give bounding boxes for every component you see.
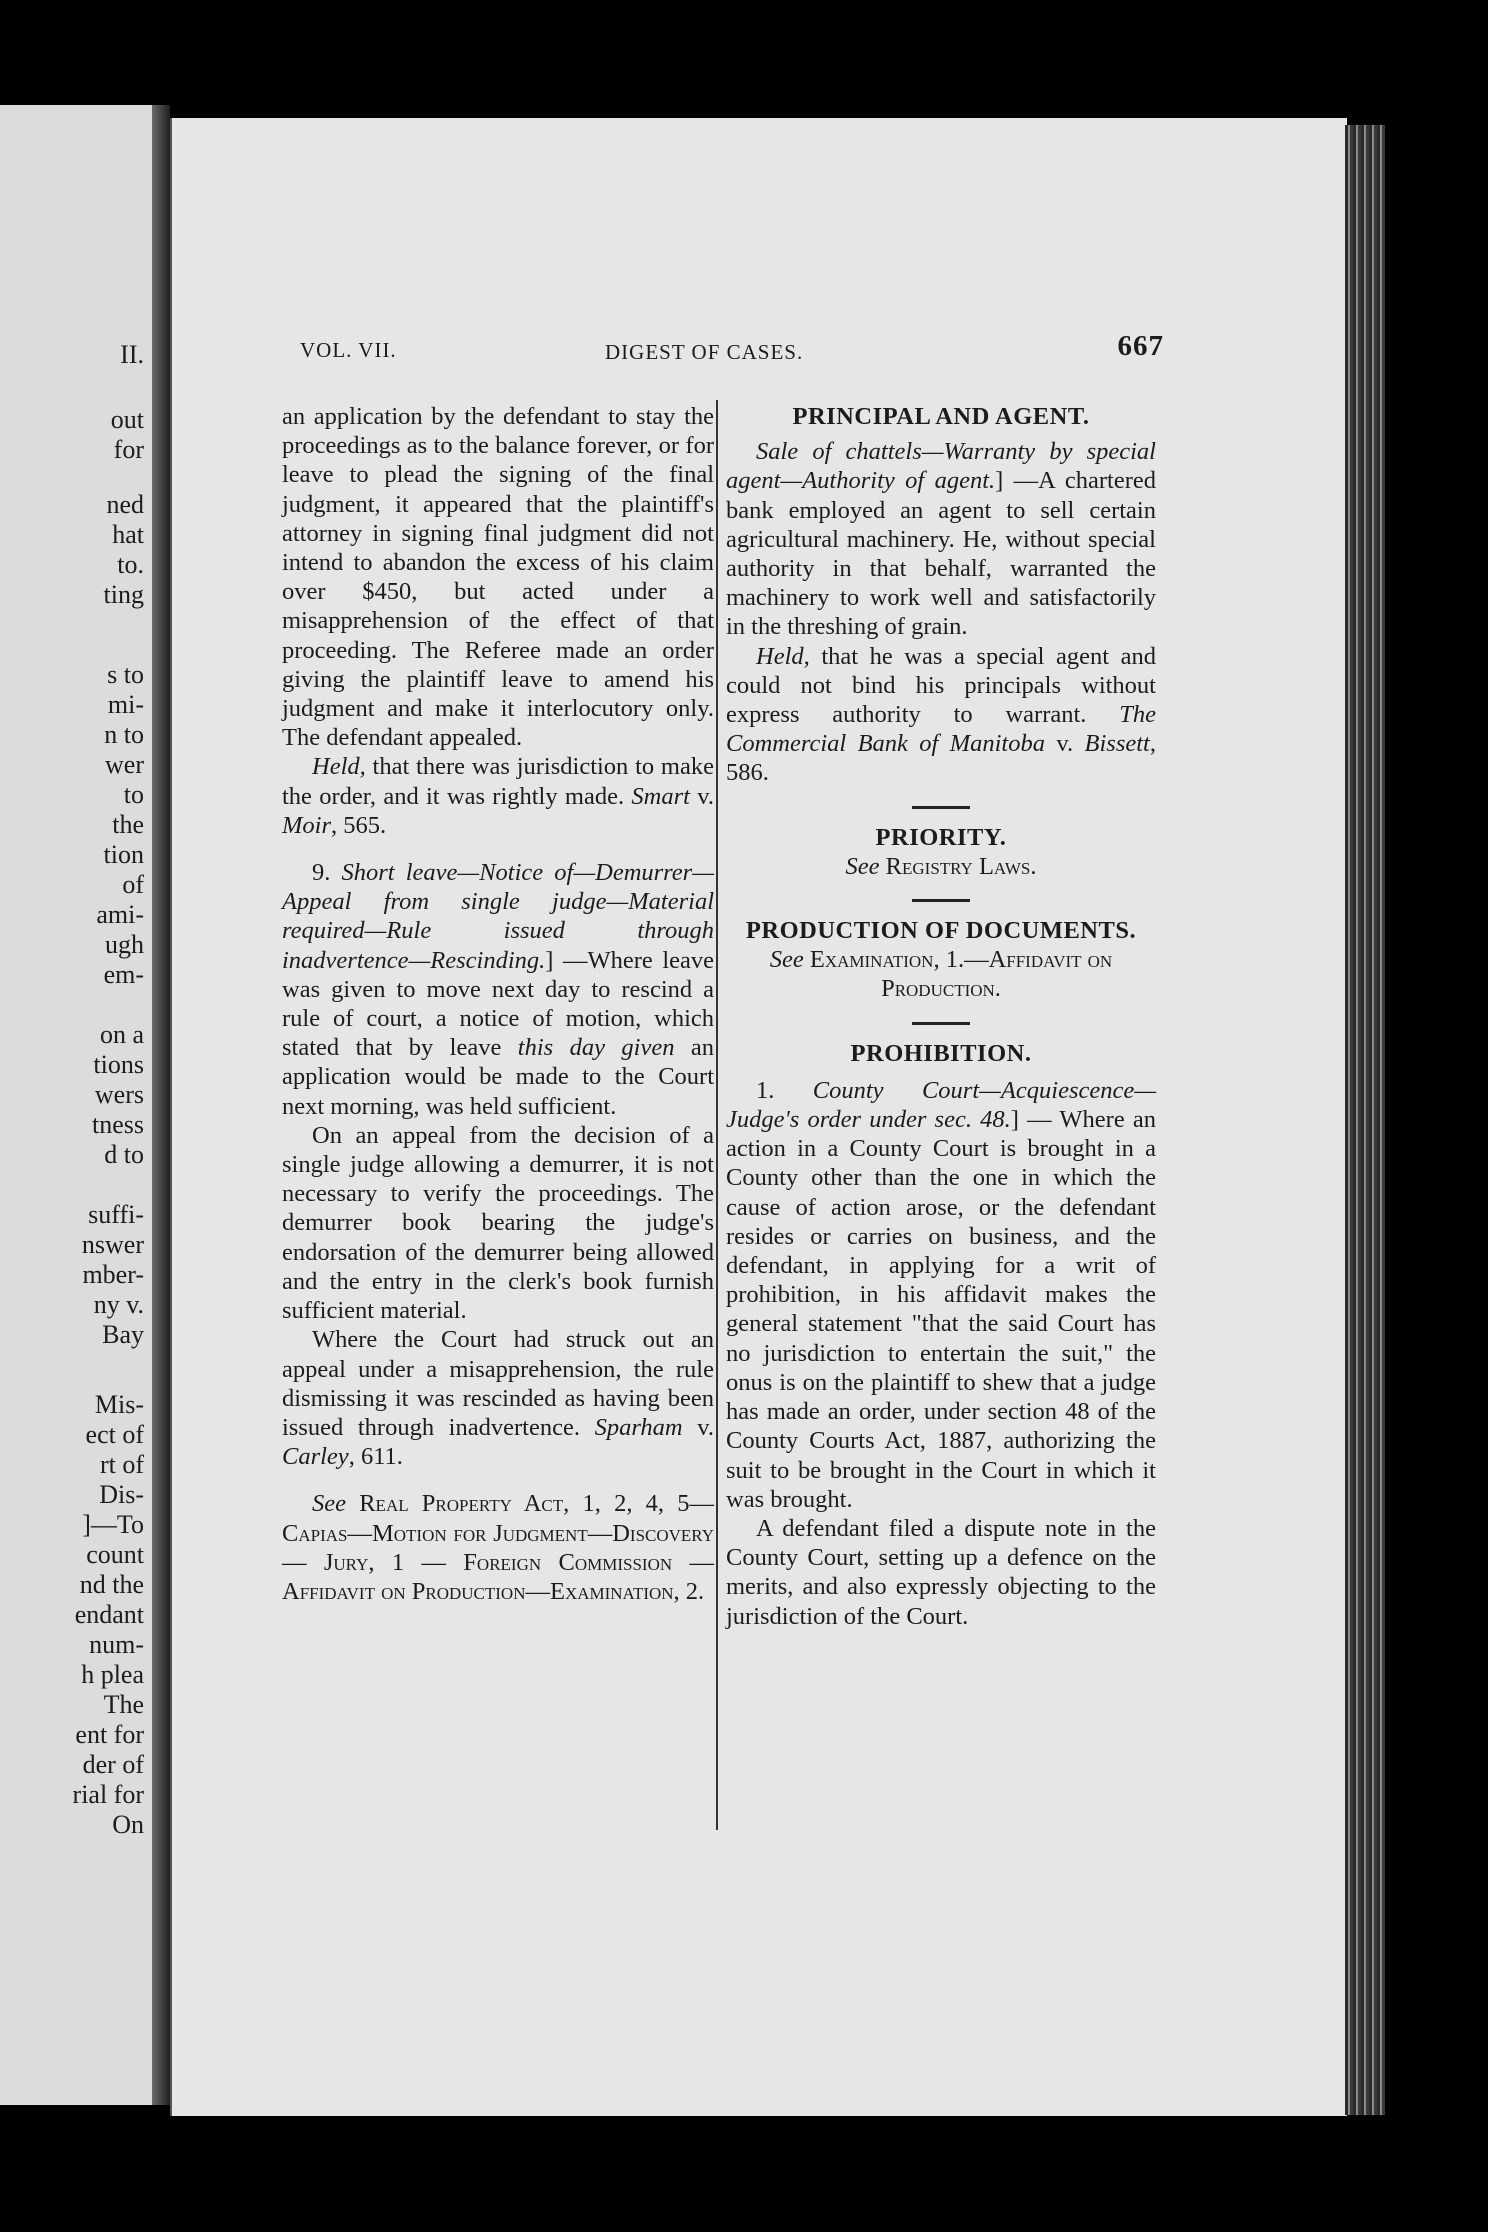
paragraph: Held, that there was jurisdiction to make the order, and it was rightly made. Smart v. Moir, 565. xyxy=(282,753,714,839)
paragraph: an application by the defendant to stay the proceedings as to the balance forever, or for leave to plead the signing of the final judgment, it appeared that the plaintiff's attorney in signing final judgment did not intend to abandon the excess of his claim over $450, but acted under a misapprehension of the effect of that proceeding. The Referee made an order giving the plaintiff leave to amend his judgment and make it interlocutory only. The defendant appealed. xyxy=(282,403,714,752)
facing-page-text: rial for xyxy=(72,1780,144,1809)
facing-page-text: ]—To xyxy=(82,1510,144,1539)
paragraph: Held, that he was a special agent and could not bind his principals without express authority to warrant. The Commercial Bank of Manitoba v. Bissett, 586. xyxy=(726,642,1156,787)
case-party: The Commercial Bank of Manitoba xyxy=(726,701,1156,758)
case-party: Smart xyxy=(631,782,690,810)
column-divider xyxy=(716,400,718,1830)
volume-label: VOL. VII. xyxy=(300,338,397,362)
facing-page-text: on a xyxy=(99,1020,144,1049)
facing-page-text: the xyxy=(112,810,144,839)
facing-page-text: tion xyxy=(103,840,144,869)
section-heading: PROHIBITION. xyxy=(850,1039,1032,1067)
section-heading: PRODUCTION OF DOCUMENTS. xyxy=(745,917,1137,945)
case-party: Moir xyxy=(282,811,331,839)
facing-page-text: s to xyxy=(107,660,144,689)
facing-page-text: nd the xyxy=(79,1570,144,1599)
facing-page-text: nswer xyxy=(81,1230,144,1259)
left-column xyxy=(282,402,714,1606)
facing-page-text: der of xyxy=(82,1750,144,1779)
facing-page-text: tions xyxy=(93,1050,144,1079)
page-edges xyxy=(1345,125,1385,2115)
facing-page-text: suffi- xyxy=(88,1200,144,1229)
book-gutter xyxy=(152,105,170,2105)
facing-page-text: ugh xyxy=(105,930,144,959)
facing-page-text: tness xyxy=(92,1110,144,1139)
facing-page-fragment xyxy=(0,105,154,2105)
section-heading: PRIORITY. xyxy=(875,823,1007,851)
facing-page-text: wer xyxy=(105,750,144,779)
facing-page-text: num- xyxy=(89,1630,144,1659)
facing-page-text: endant xyxy=(74,1600,144,1629)
facing-page-text: Bay xyxy=(102,1320,144,1349)
facing-page-text: Mis- xyxy=(94,1390,144,1419)
facing-page-text: of xyxy=(122,870,144,899)
paragraph: 1. County Court—Acquiescence—Judge's order under sec. 48.] — Where an action in a County Court is brought in a County other than the one in which the cause of action arose, or the defendant resides or carries on business, and the defendant, in applying for a writ of prohibition, in his affidavit makes the general statement "that the said Court has no jurisdiction to entertain the suit," the onus is on the plaintiff to shew that a judge has made an order, under section 48 of the County Courts Act, 1887, authorizing the suit to be brought in the Court in which it was brought. xyxy=(726,1076,1157,1513)
paragraph: On an appeal from the decision of a single judge allowing a demurrer, it is not necessary to verify the proceedings. The demurrer book bearing the judge's endorsation of the demurrer being allowed and the entry in the clerk's book furnish sufficient material. xyxy=(282,1121,714,1325)
facing-page-text: count xyxy=(86,1540,144,1569)
facing-page-text: d to xyxy=(104,1140,144,1169)
held-word: Held, xyxy=(756,642,810,670)
catchwords: County Court—Acquiescence—Judge's order under sec. 48. xyxy=(726,1076,1157,1134)
facing-page-text: em- xyxy=(103,960,144,989)
facing-page-text: to. xyxy=(117,550,144,579)
see-also: See Examination, 1.—Affidavit on Production. xyxy=(769,946,1113,1003)
catchwords: Sale of chattels—Warranty by special agent—Authority of agent. xyxy=(726,438,1156,495)
facing-page-text: rt of xyxy=(99,1450,144,1479)
case-party: Carley xyxy=(282,1443,349,1471)
facing-page-text: The xyxy=(103,1690,144,1719)
facing-page-text: ting xyxy=(103,580,144,609)
facing-page-text: ent for xyxy=(75,1720,144,1749)
facing-page-text: ny v. xyxy=(93,1290,144,1319)
facing-page-text: ami- xyxy=(96,900,144,929)
facing-page-text: for xyxy=(113,435,144,464)
facing-page-text: Dis- xyxy=(99,1480,144,1509)
running-title: DIGEST OF CASES. xyxy=(605,340,804,364)
facing-page-text: mber- xyxy=(82,1260,144,1289)
page-number: 667 xyxy=(1117,330,1164,362)
facing-page-text: to xyxy=(123,780,144,809)
right-column xyxy=(726,402,1156,1631)
paragraph: A defendant filed a dispute note in the County Court, setting up a defence on the merits, and also expressly objecting to the jurisdiction of the Court. xyxy=(726,1514,1156,1630)
facing-page-text: h plea xyxy=(81,1660,144,1689)
case-party: Bissett xyxy=(1084,730,1150,758)
see-also: See Registry Laws. xyxy=(845,852,1037,880)
paragraph: 9. Short leave—Notice of—Demurrer—Appeal from single judge—Material required—Rule issued through inadvertence—Rescinding.] —Where leave was given to move next day to rescind a rule of court, a notice of motion, which stated that by leave this day given an application would be made to the Court next morning, was held sufficient. xyxy=(282,859,715,1120)
case-party: Sparham xyxy=(594,1413,683,1441)
section-rule xyxy=(912,899,970,902)
held-word: Held, xyxy=(312,753,366,781)
see-also: See Real Property Act, 1, 2, 4, 5—Capias—Motion for Judgment—Discovery — Jury, 1 — Foreign Commission — Affidavit on Production—Examination, 2. xyxy=(282,1490,714,1605)
section-heading: PRINCIPAL AND AGENT. xyxy=(792,403,1090,430)
facing-page-text: out xyxy=(110,405,144,434)
facing-page-text: wers xyxy=(94,1080,144,1109)
section-rule xyxy=(912,806,970,809)
section-rule xyxy=(912,1022,970,1025)
catchwords: Short leave—Notice of—Demurrer—Appeal from single judge—Material required—Rule issued through inadvertence—Rescinding. xyxy=(282,859,715,974)
facing-page-text: ned xyxy=(106,490,144,519)
facing-page-text: II. xyxy=(120,340,144,369)
running-header xyxy=(300,330,1164,380)
paragraph: Sale of chattels—Warranty by special agent—Authority of agent.] —A chartered bank employed an agent to sell certain agricultural machinery. He, without special authority in that behalf, warranted the machinery to work well and satisfactorily in the threshing of grain. xyxy=(726,438,1156,641)
paragraph: Where the Court had struck out an appeal under a misapprehension, the rule dismissing it was rescinded as having been issued through inadvertence. Sparham v. Carley, 611. xyxy=(282,1326,714,1471)
facing-page-text: mi- xyxy=(107,690,144,719)
facing-page-text: hat xyxy=(112,520,144,549)
facing-page-text: On xyxy=(112,1810,144,1839)
facing-page-text: n to xyxy=(104,720,144,749)
facing-page-text: ect of xyxy=(85,1420,144,1449)
